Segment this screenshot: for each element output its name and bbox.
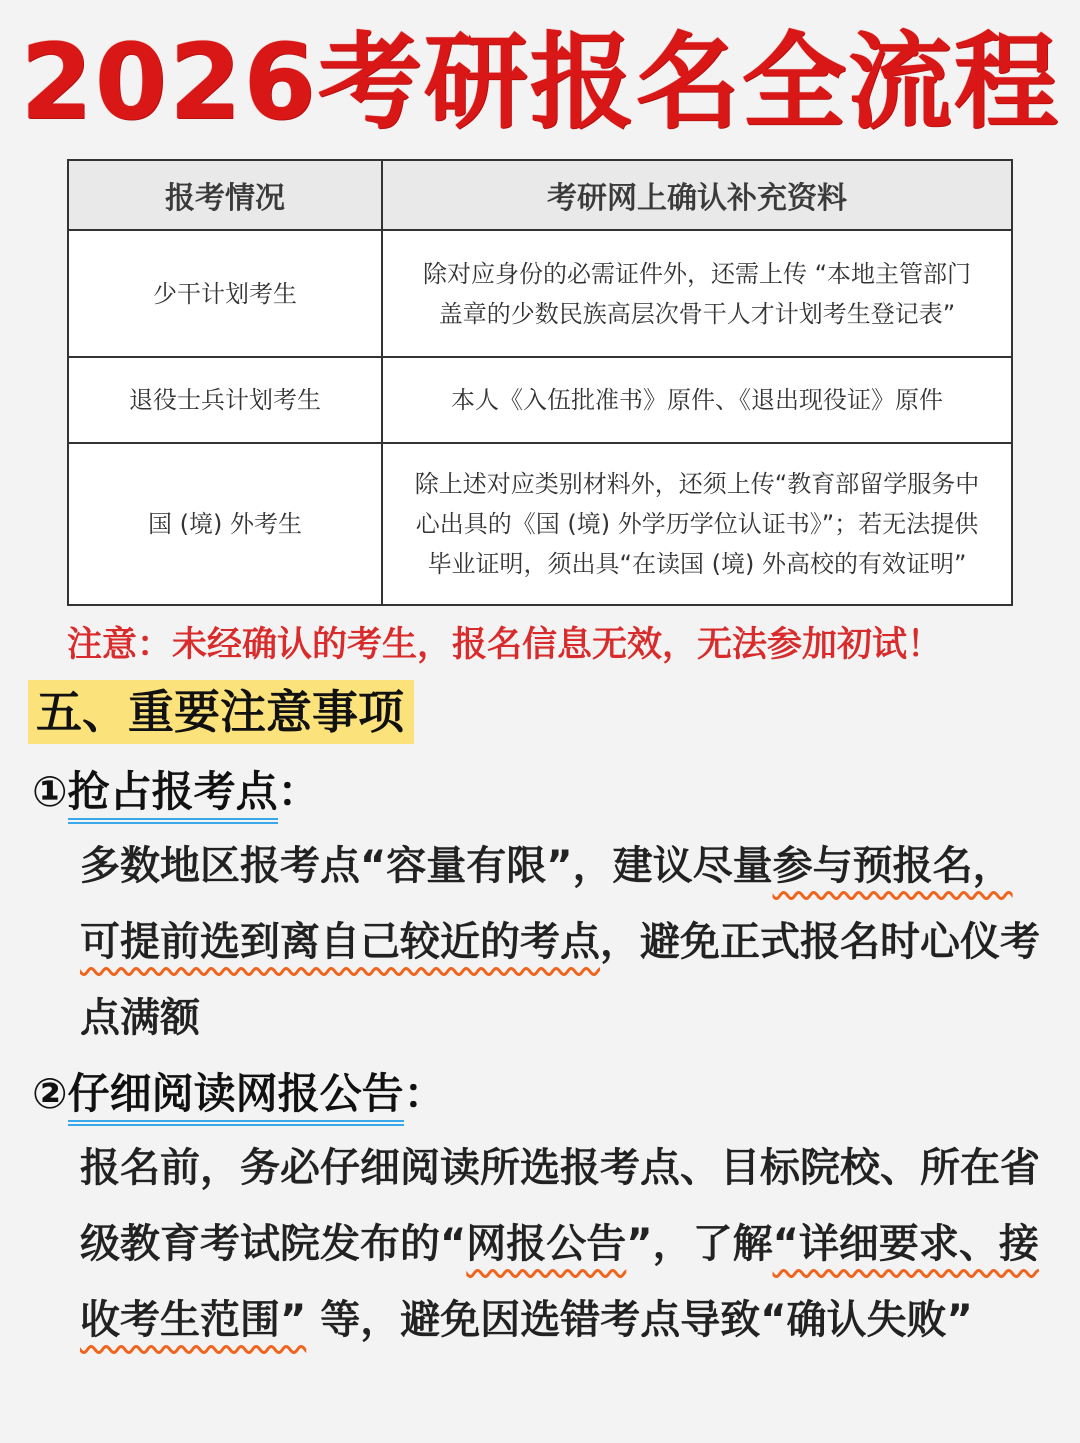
item-colon: ： xyxy=(277,767,320,816)
table-header-row xyxy=(68,160,1012,230)
category-cell: 国 (境) 外考生 xyxy=(68,443,382,605)
page-title: 2026考研报名全流程 xyxy=(20,21,1060,143)
highlighted-text: “详细要求、接收考生范围” xyxy=(80,1221,1039,1343)
item-body xyxy=(80,1130,1050,1358)
materials-line: 除上述对应类别材料外，还须上传“教育部留学服务中 xyxy=(414,470,980,498)
item-heading xyxy=(32,764,320,820)
highlighted-text: 参与预报名，可提前选到离自己较近的考点 xyxy=(80,843,1013,965)
body-text: 报名前，务必仔细阅读所选报考点、目标院校、所在省级教育考试院发布的“ xyxy=(80,1145,1040,1267)
item-heading-text: 仔细阅读网报公告 xyxy=(68,1069,404,1126)
table-row xyxy=(68,230,1012,357)
item-body xyxy=(80,828,1050,1056)
table-row xyxy=(68,443,1012,605)
category-cell: 退役士兵计划考生 xyxy=(68,357,382,443)
item-heading-text: 抢占报考点 xyxy=(68,767,278,824)
materials-cell xyxy=(382,357,1012,443)
item-number: ① xyxy=(32,767,68,816)
body-text: ，避免正式报名时心仪考点满额 xyxy=(80,919,1040,1041)
materials-line: 盖章的少数民族高层次骨干人才计划考生登记表” xyxy=(438,299,956,328)
materials-cell xyxy=(382,230,1012,357)
materials-line: 本人《入伍批准书》原件、《退出现役证》原件 xyxy=(451,386,943,414)
section-title: 五、重要注意事项 xyxy=(28,680,414,744)
table-row xyxy=(68,357,1012,443)
column-header: 报考情况 xyxy=(68,160,382,230)
item-number: ② xyxy=(32,1069,68,1118)
materials-cell xyxy=(382,443,1012,605)
item-heading xyxy=(32,1066,446,1122)
highlighted-text: 网报公告 xyxy=(466,1221,627,1267)
item-colon: ： xyxy=(403,1069,446,1118)
materials-line: 除对应身份的必需证件外，还需上传 “本地主管部门 xyxy=(422,259,972,288)
body-text: ”，了解 xyxy=(626,1221,773,1267)
requirements-table xyxy=(67,159,1013,606)
column-header: 考研网上确认补充资料 xyxy=(382,160,1012,230)
notice-warning: 注意：未经确认的考生，报名信息无效，无法参加初试！ xyxy=(67,625,943,665)
category-cell: 少干计划考生 xyxy=(68,230,382,357)
body-text: 等，避免因选错考点导致“确认失败” xyxy=(306,1297,973,1343)
materials-line: 心出具的《国 (境) 外学历学位认证书》”；若无法提供 xyxy=(415,510,979,538)
materials-line: 毕业证明，须出具“在读国 (境) 外高校的有效证明” xyxy=(427,550,967,578)
body-text: 多数地区报考点“容量有限”，建议尽量 xyxy=(80,843,773,889)
